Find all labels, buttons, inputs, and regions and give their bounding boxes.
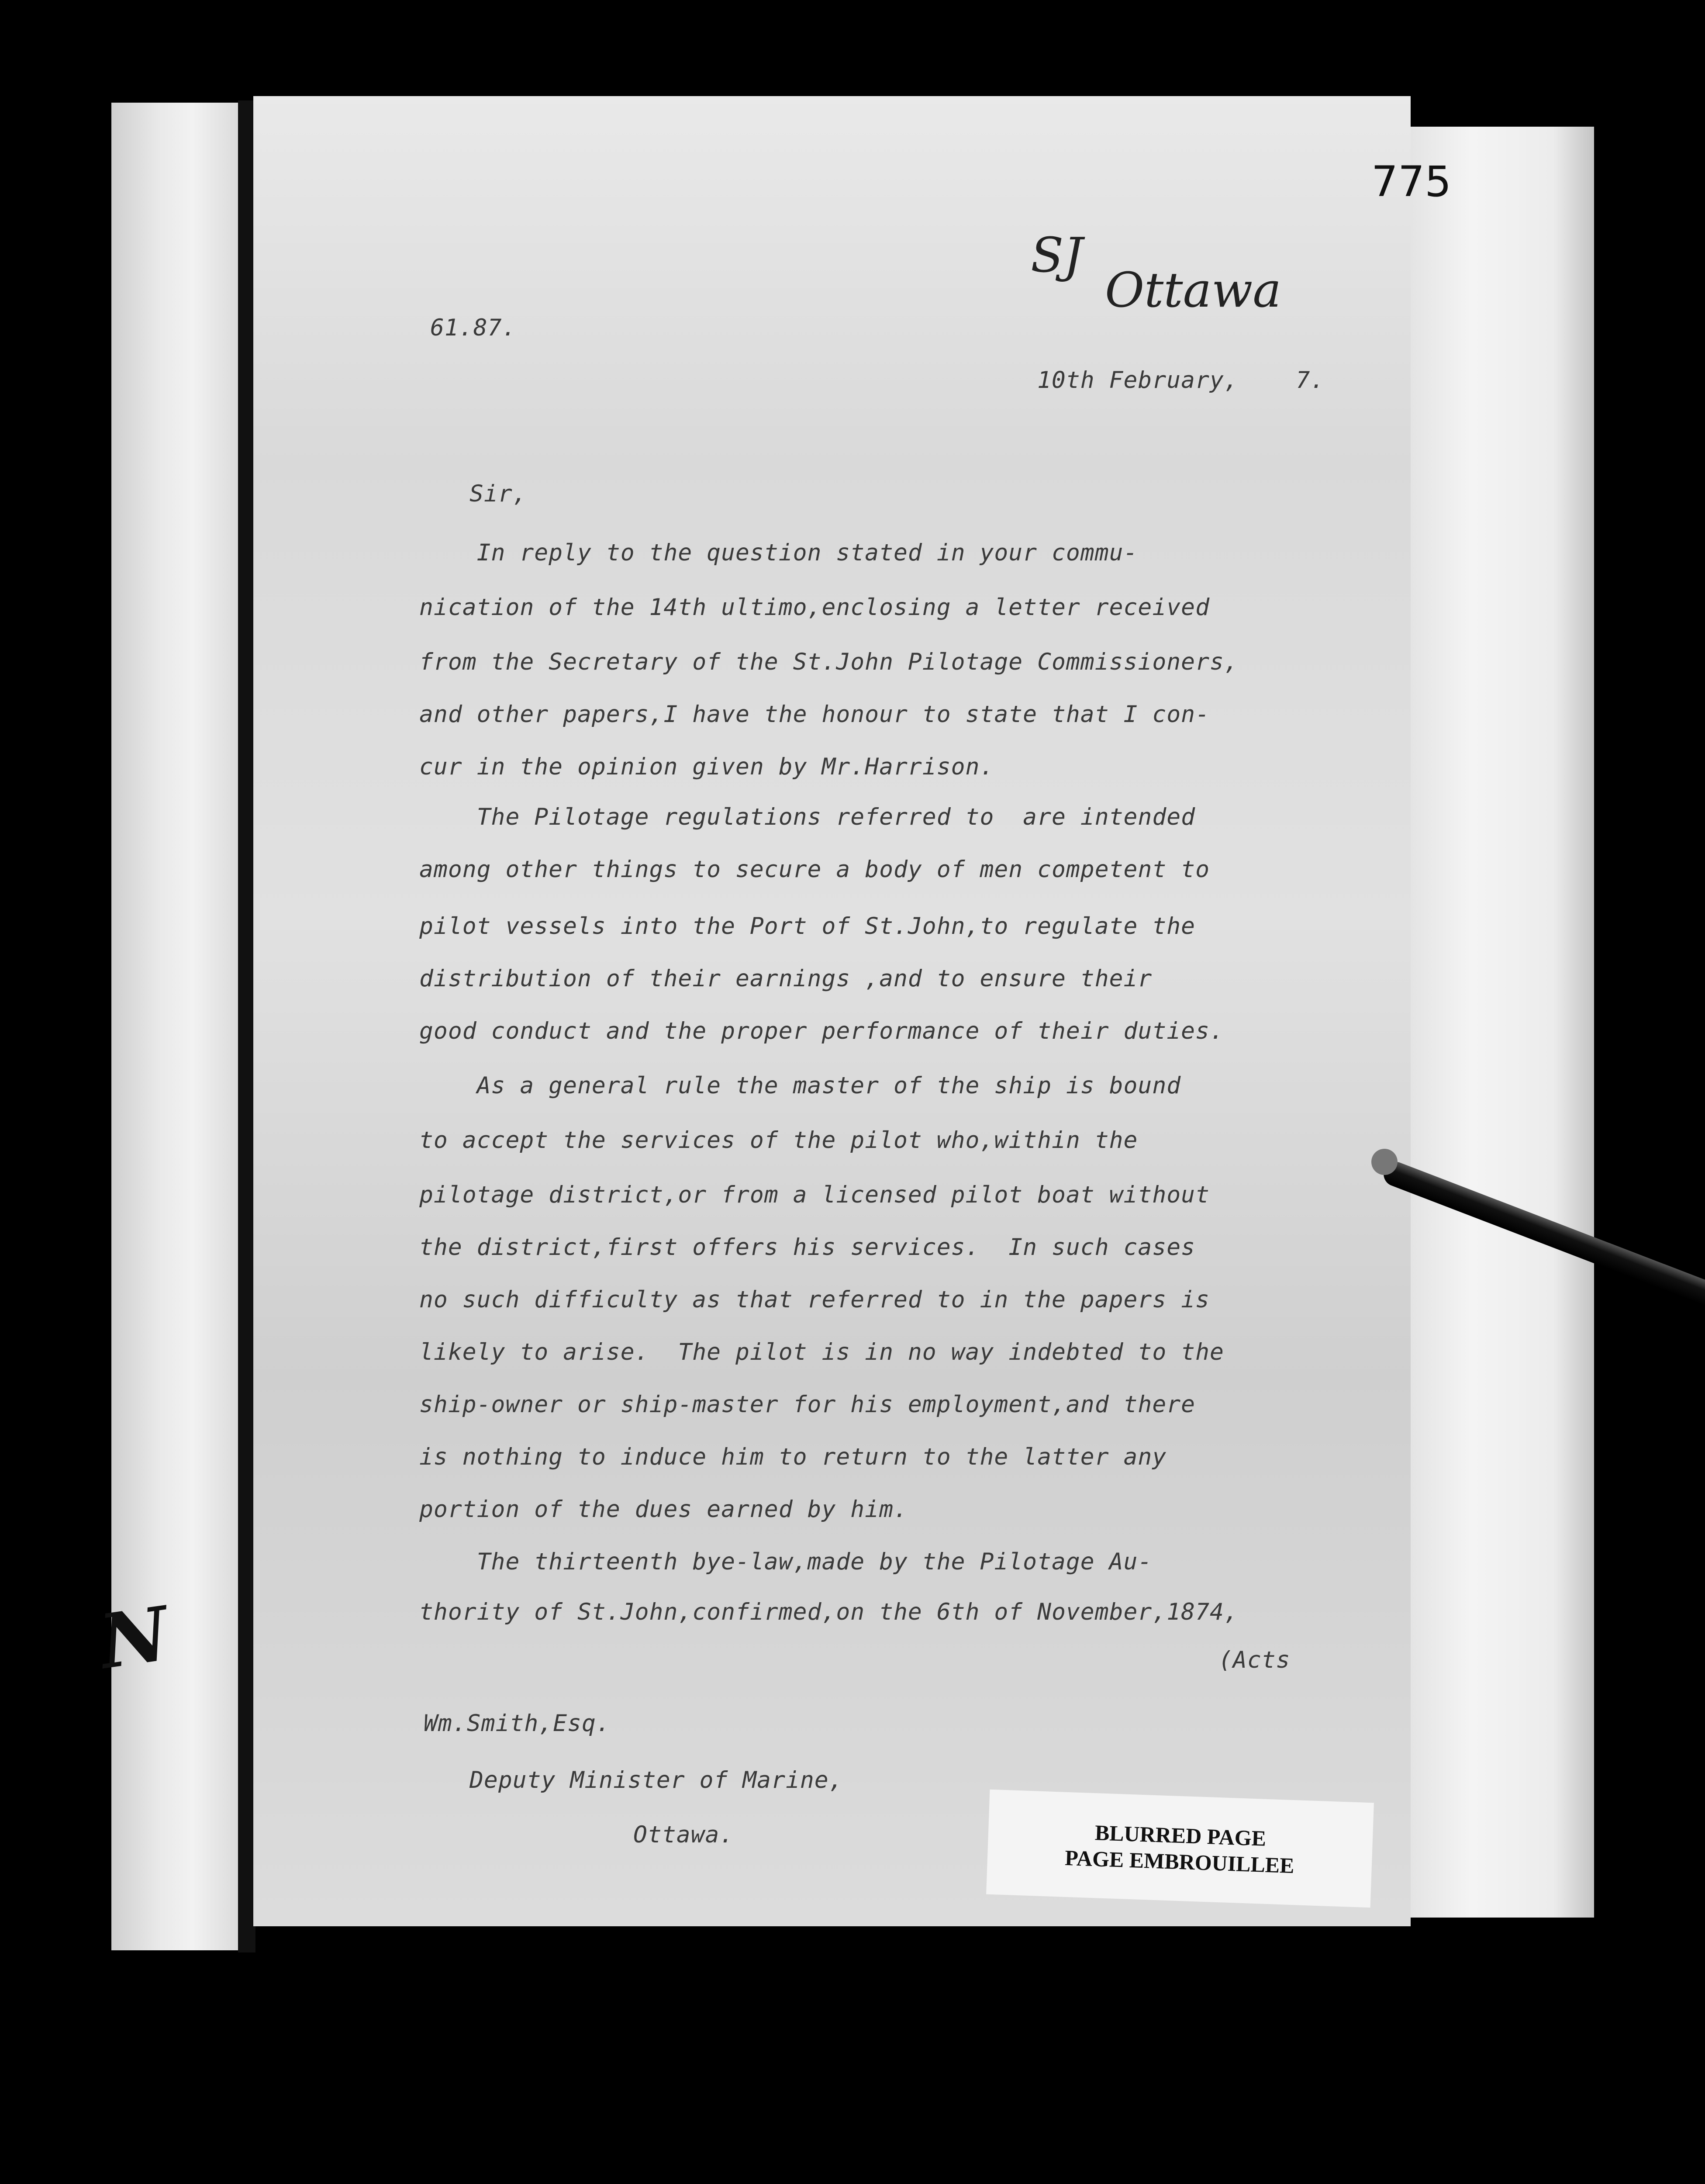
body-line: the district,first offers his services. In such cases [419, 1234, 1196, 1261]
back-sheet-right [1389, 127, 1594, 1918]
body-line: good conduct and the proper performance of their duties. [419, 1018, 1224, 1044]
body-line: is nothing to induce him to return to the latter any [419, 1444, 1167, 1470]
pen-tip-icon [1371, 1149, 1398, 1175]
blurred-page-label [986, 1790, 1374, 1908]
body-line: cur in the opinion given by Mr.Harrison. [419, 753, 994, 780]
body-line: As a general rule the master of the ship is bound [419, 1072, 1181, 1099]
body-line: from the Secretary of the St.John Pilotage Commissioners, [419, 649, 1239, 675]
body-line: portion of the dues earned by him. [419, 1496, 908, 1523]
body-line: to accept the services of the pilot who,within the [419, 1127, 1138, 1154]
salutation: Sir, [469, 480, 527, 507]
body-line: The thirteenth bye-law,made by the Pilotage Au- [419, 1548, 1153, 1575]
addressee-title: Deputy Minister of Marine, [469, 1767, 843, 1794]
margin-stamp: N [94, 1590, 174, 1686]
letter-date: 10th February, 7. [1037, 367, 1325, 394]
sheet-edge-shadow [238, 100, 255, 1952]
body-line: likely to arise. The pilot is in no way indebted to the [419, 1339, 1224, 1365]
body-line: distribution of their earnings ,and to ensure their [419, 965, 1153, 992]
body-line: The Pilotage regulations referred to are intended [419, 804, 1196, 830]
blurred-label-line1: BLURRED PAGE [1094, 1820, 1267, 1851]
handwritten-place: Ottawa [1105, 262, 1281, 318]
blurred-label-line2: PAGE EMBROUILLEE [1064, 1845, 1295, 1878]
body-line: pilot vessels into the Port of St.John,to regulate the [419, 913, 1196, 940]
body-line: ship-owner or ship-master for his employment,and there [419, 1391, 1196, 1418]
continuation-text: (Acts [1218, 1647, 1291, 1673]
body-line: and other papers,I have the honour to state that I con- [419, 701, 1210, 728]
body-line: among other things to secure a body of men competent to [419, 856, 1210, 883]
folio-number: 775 [1371, 157, 1452, 206]
file-number: 61.87. [430, 314, 517, 341]
body-line: In reply to the question stated in your commu- [419, 539, 1138, 566]
addressee-city: Ottawa. [633, 1821, 734, 1848]
body-line: nication of the 14th ultimo,enclosing a letter received [419, 594, 1210, 621]
addressee-name: Wm.Smith,Esq. [424, 1710, 611, 1737]
body-line: pilotage district,or from a licensed pilot boat without [419, 1182, 1210, 1208]
handwritten-mark: SJ [1031, 227, 1083, 283]
body-line: no such difficulty as that referred to in the papers is [419, 1286, 1210, 1313]
body-line: thority of St.John,confirmed,on the 6th of November,1874, [419, 1599, 1239, 1625]
